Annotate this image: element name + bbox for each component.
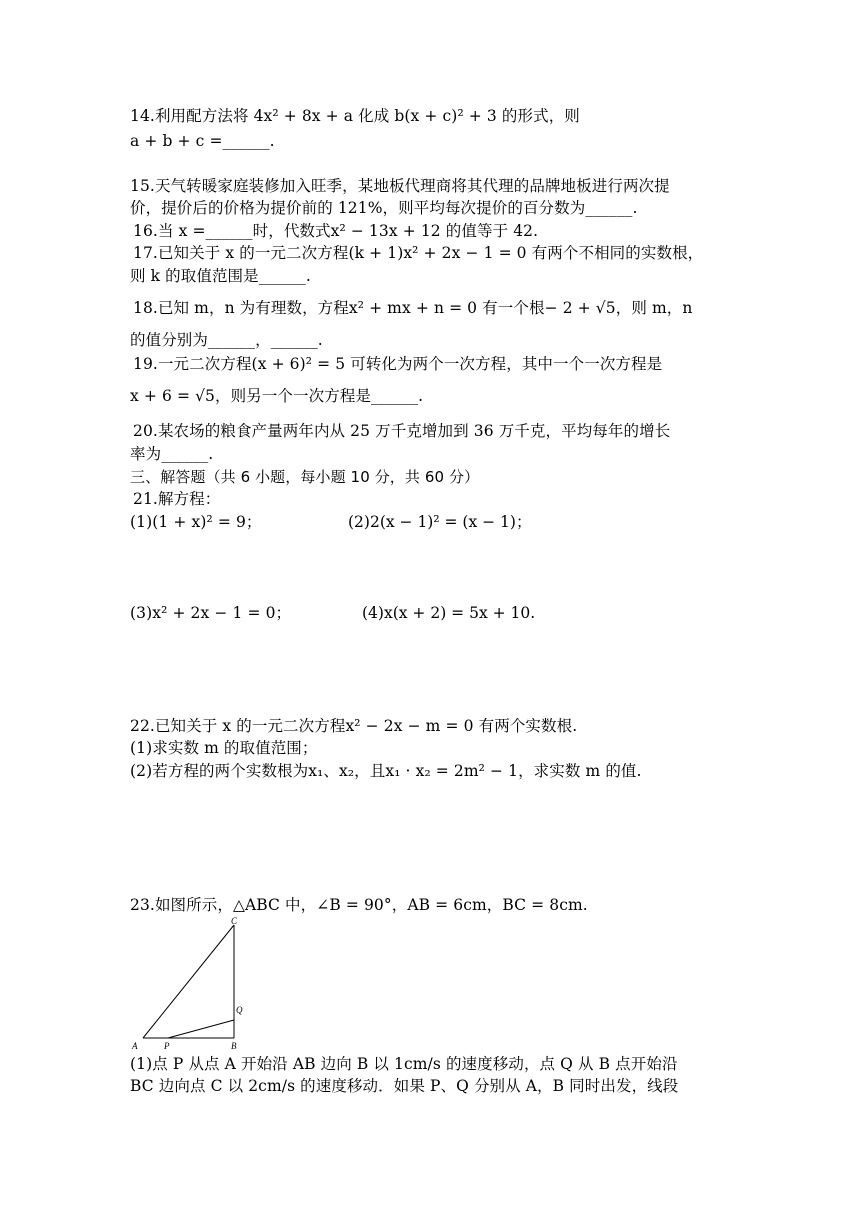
- q23-line2: (1)点 P 从点 A 开始沿 AB 边向 B 以 1cm/s 的速度移动，点 Q 从 B 点开始沿: [130, 1055, 678, 1073]
- q18-line1: 18.已知 m，n 为有理数，方程x² + mx + n = 0 有一个根− 2 + √5，则 m，n: [133, 299, 693, 317]
- q23-line3: BC 边向点 C 以 2cm/s 的速度移动．如果 P、Q 分别从 A，B 同时出发，线段: [130, 1077, 679, 1095]
- q21-part1: (1)(1 + x)² = 9；: [130, 513, 262, 531]
- q17-line1: 17.已知关于 x 的一元二次方程(k + 1)x² + 2x − 1 = 0 有两个不相同的实数根，: [133, 244, 704, 262]
- segment-pq: [168, 1020, 234, 1038]
- q14-line2: a + b + c =______.: [130, 132, 275, 150]
- q21-part4: (4)x(x + 2) = 5x + 10.: [362, 604, 536, 622]
- q20-line2: 率为______.: [130, 445, 214, 463]
- label-b: B: [231, 1041, 237, 1050]
- q20-line1: 20.某农场的粮食产量两年内从 25 万千克增加到 36 万千克，平均每年的增长: [133, 422, 671, 440]
- q15-line1: 15.天气转暖家庭装修加入旺季，某地板代理商将其代理的品牌地板进行两次提: [130, 177, 670, 195]
- label-a: A: [132, 1041, 138, 1050]
- q21-part2: (2)2(x − 1)² = (x − 1)；: [348, 513, 532, 531]
- q16-line1: 16.当 x =______时，代数式x² − 13x + 12 的值等于 42.: [133, 222, 539, 240]
- side-ac: [143, 925, 234, 1038]
- q19-line2: x + 6 = √5，则另一个一次方程是______.: [130, 387, 424, 405]
- triangle-figure: [130, 915, 250, 1050]
- q21-part3: (3)x² + 2x − 1 = 0；: [130, 604, 292, 622]
- label-c: C: [231, 916, 238, 926]
- q22-line2: (1)求实数 m 的取值范围；: [130, 739, 318, 757]
- q19-line1: 19.一元二次方程(x + 6)² = 5 可转化为两个一次方程，其中一个一次方程是: [133, 355, 663, 373]
- q21-title: 21.解方程：: [133, 490, 221, 508]
- section3-heading: 三、解答题（共 6 小题，每小题 10 分，共 60 分）: [130, 468, 480, 486]
- q22-line3: (2)若方程的两个实数根为x₁、x₂，且x₁ · x₂ = 2m² − 1，求实数 m 的值.: [130, 762, 642, 780]
- q18-line2: 的值分别为______，______.: [130, 331, 323, 349]
- q17-line2: 则 k 的取值范围是______.: [130, 267, 311, 285]
- label-q: Q: [236, 1005, 243, 1015]
- q15-line2: 价，提价后的价格为提价前的 121%，则平均每次提价的百分数为______.: [130, 199, 638, 217]
- q22-line1: 22.已知关于 x 的一元二次方程x² − 2x − m = 0 有两个实数根.: [130, 717, 578, 735]
- q23-line1: 23.如图所示，△ABC 中，∠B = 90°，AB = 6cm，BC = 8cm.: [130, 896, 588, 914]
- label-p: P: [164, 1041, 170, 1050]
- q14-line1: 14.利用配方法将 4x² + 8x + a 化成 b(x + c)² + 3 的形式，则: [130, 107, 580, 125]
